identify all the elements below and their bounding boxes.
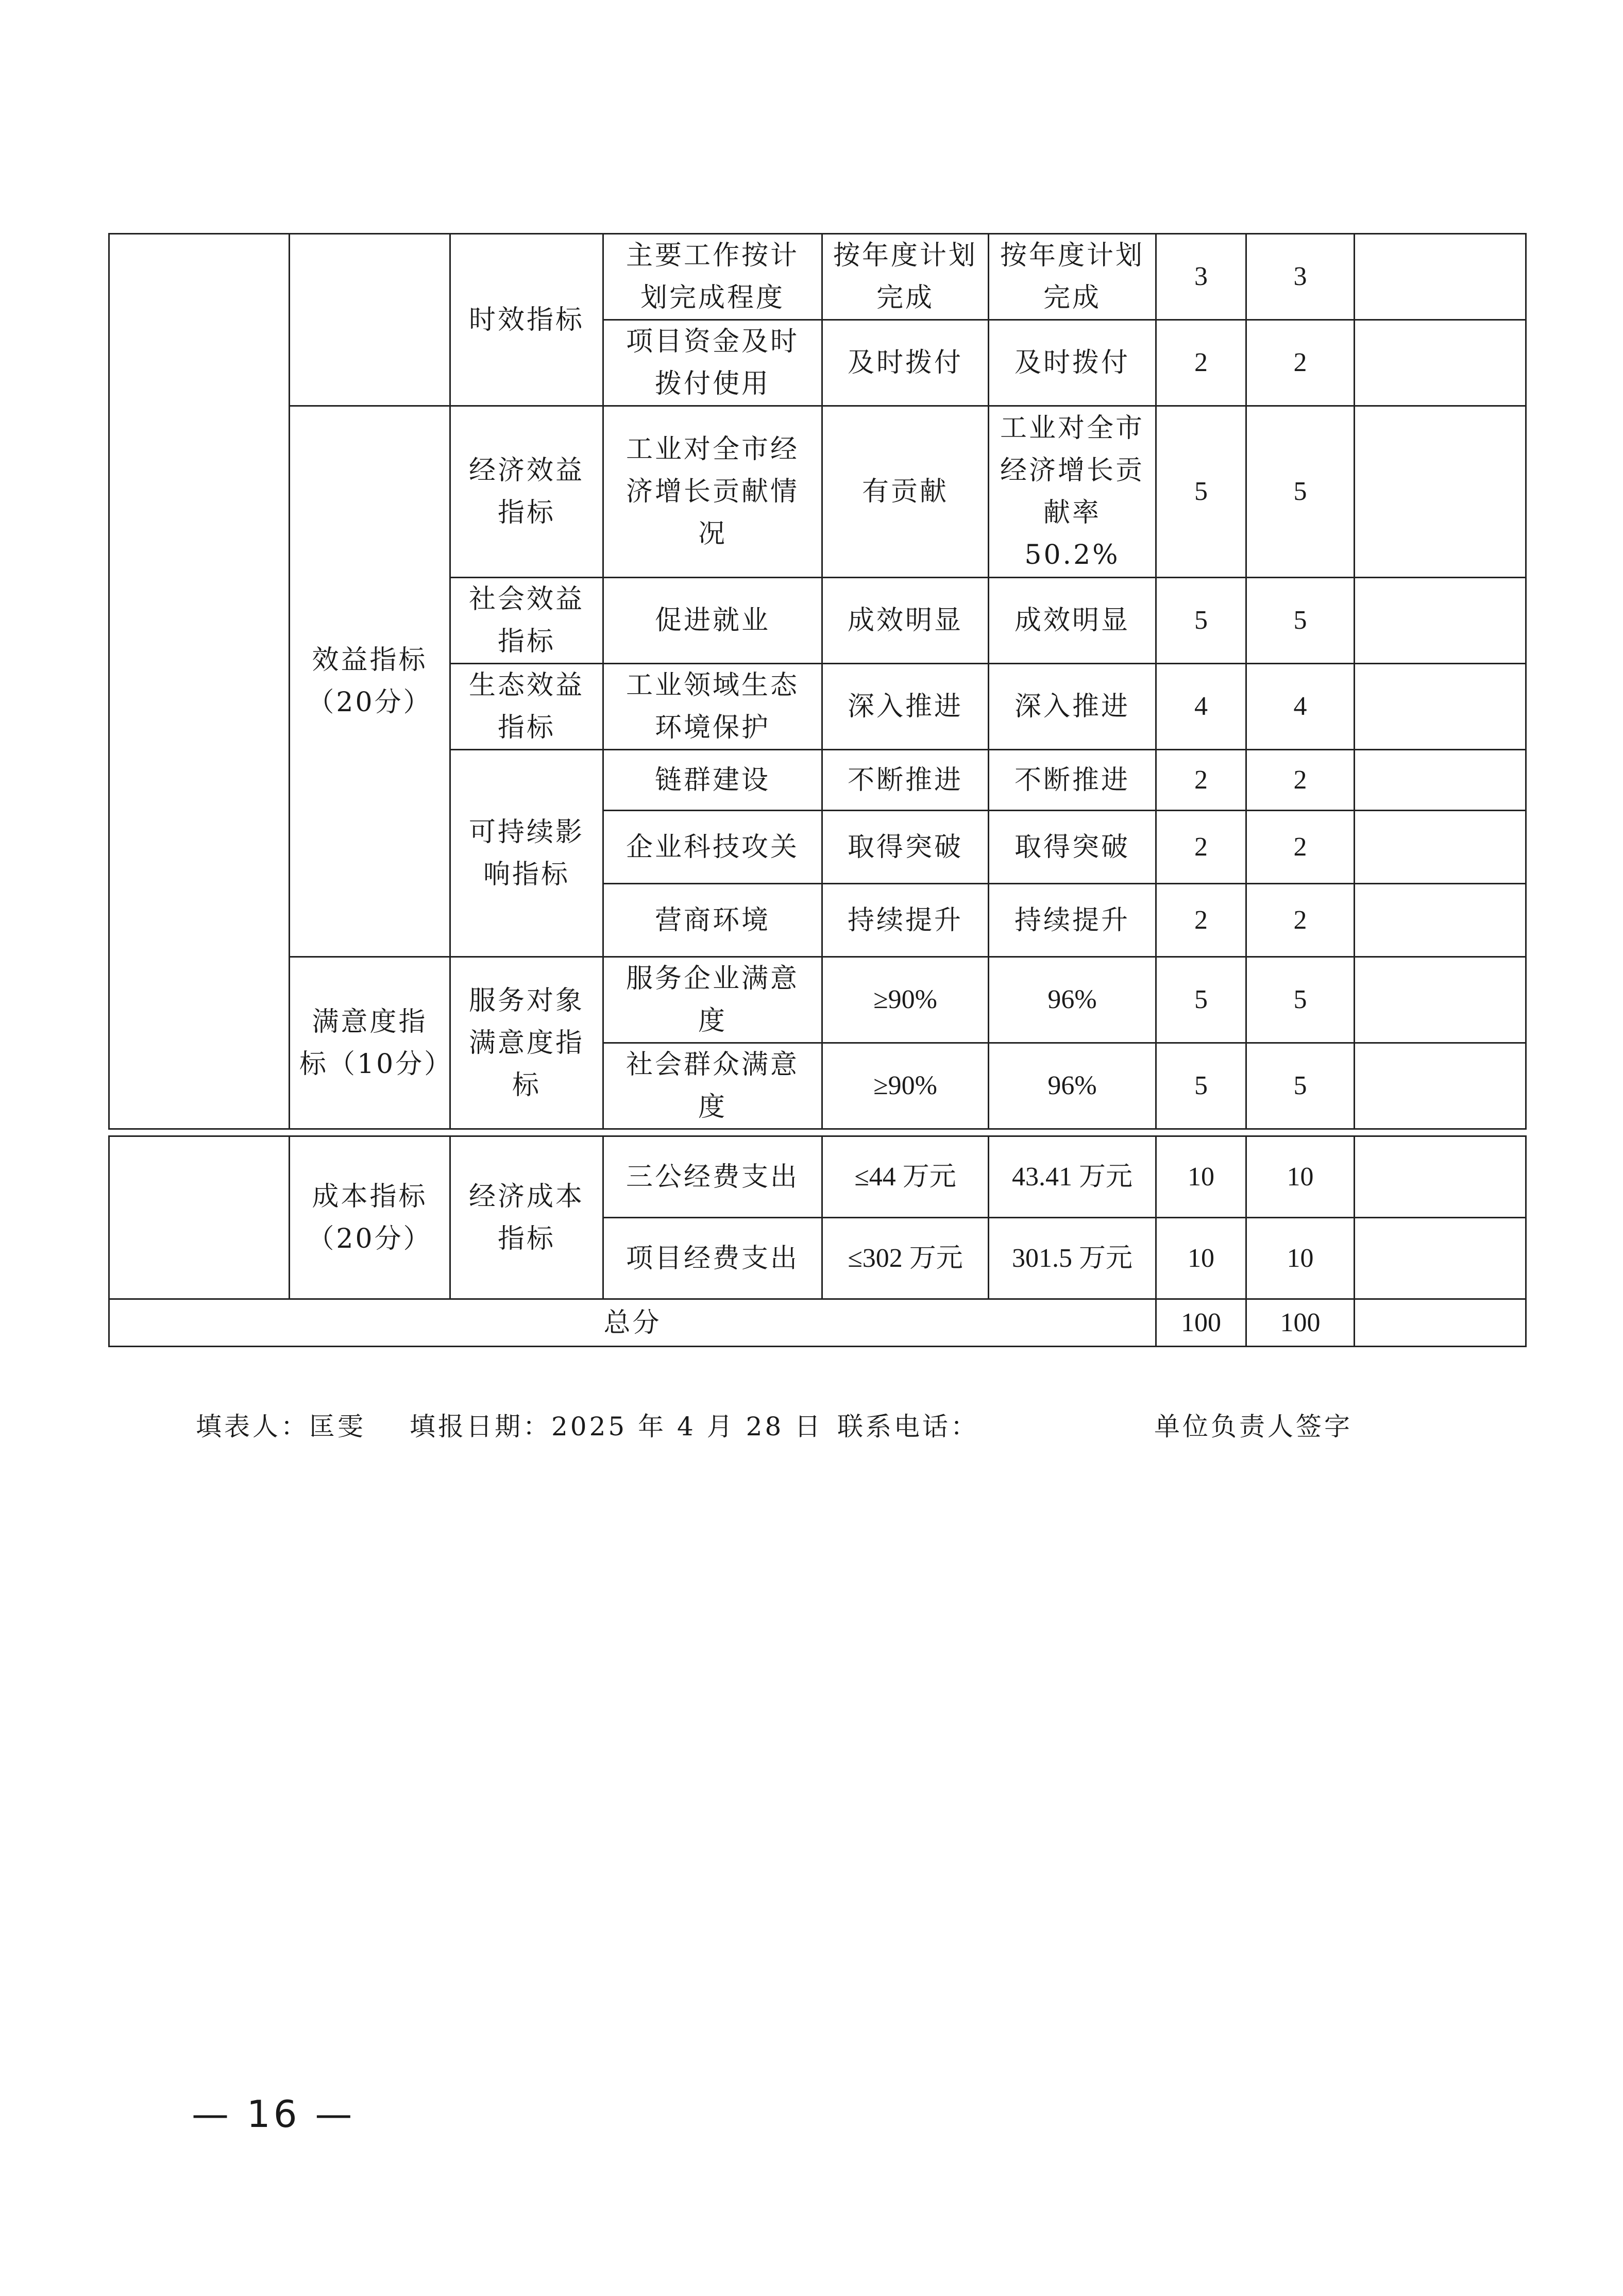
- score-cell: 5: [1246, 406, 1355, 578]
- actual-cell: 不断推进: [989, 750, 1156, 811]
- filler-label: 填表人：匡雯: [196, 1412, 366, 1442]
- weight-cell: 4: [1156, 664, 1246, 750]
- note-cell: [1355, 1218, 1526, 1299]
- target-cell: 成效明显: [822, 578, 989, 664]
- weight-cell: 10: [1156, 1218, 1246, 1299]
- indicator-cell: 工业领域生态环境保护: [603, 664, 822, 750]
- score-cell: 5: [1246, 578, 1355, 664]
- score-cell: 10: [1246, 1218, 1355, 1299]
- tier2-satisfaction: 满意度指标（10分）: [290, 957, 450, 1129]
- note-cell: [1355, 884, 1526, 957]
- target-cell: ≥90%: [822, 957, 989, 1043]
- indicator-cell: 项目经费支出: [603, 1218, 822, 1299]
- total-label: 总分: [109, 1299, 1156, 1347]
- note-cell: [1355, 1136, 1526, 1218]
- indicator-cell: 促进就业: [603, 578, 822, 664]
- indicator-cell: 主要工作按计划完成程度: [603, 234, 822, 320]
- actual-cell: 按年度计划完成: [989, 234, 1156, 320]
- tier3-social: 社会效益指标: [450, 578, 603, 664]
- actual-cell: 深入推进: [989, 664, 1156, 750]
- signature-label: 单位负责人签字: [1154, 1412, 1352, 1442]
- cost-table: [108, 1135, 1527, 1347]
- note-cell: [1355, 578, 1526, 664]
- actual-cell: 96%: [989, 957, 1156, 1043]
- weight-cell: 2: [1156, 320, 1246, 406]
- actual-cell: 96%: [989, 1043, 1156, 1129]
- target-cell: 有贡献: [822, 406, 989, 578]
- phone-label: 联系电话：: [837, 1412, 979, 1442]
- total-row: [109, 1299, 1526, 1347]
- score-cell: 2: [1246, 750, 1355, 811]
- note-cell: [1355, 750, 1526, 811]
- score-cell: 10: [1246, 1136, 1355, 1218]
- indicator-cell: 服务企业满意度: [603, 957, 822, 1043]
- weight-cell: 5: [1156, 1043, 1246, 1129]
- target-cell: 及时拨付: [822, 320, 989, 406]
- weight-cell: 2: [1156, 750, 1246, 811]
- target-cell: 不断推进: [822, 750, 989, 811]
- actual-cell: 及时拨付: [989, 320, 1156, 406]
- score-cell: 2: [1246, 320, 1355, 406]
- tier2-benefit: 效益指标（20分）: [290, 406, 450, 957]
- tier3-satisfaction: 服务对象满意度指标: [450, 957, 603, 1129]
- indicator-cell: 社会群众满意度: [603, 1043, 822, 1129]
- weight-cell: 5: [1156, 406, 1246, 578]
- signature-line: [0, 1406, 1623, 1447]
- table-row: [109, 957, 1526, 1043]
- score-cell: 3: [1246, 234, 1355, 320]
- note-cell: [1355, 406, 1526, 578]
- table-row: [109, 1136, 1526, 1218]
- table-row: [109, 234, 1526, 320]
- actual-cell: 持续提升: [989, 884, 1156, 957]
- indicator-cell: 链群建设: [603, 750, 822, 811]
- note-cell: [1355, 234, 1526, 320]
- note-cell: [1355, 664, 1526, 750]
- actual-cell: 301.5 万元: [989, 1218, 1156, 1299]
- tier1-cell-output: [109, 234, 290, 1129]
- target-cell: 取得突破: [822, 811, 989, 884]
- tier3-ecological: 生态效益指标: [450, 664, 603, 750]
- note-cell: [1355, 811, 1526, 884]
- target-cell: ≥90%: [822, 1043, 989, 1129]
- weight-cell: 2: [1156, 884, 1246, 957]
- target-cell: 按年度计划完成: [822, 234, 989, 320]
- actual-cell: 43.41 万元: [989, 1136, 1156, 1218]
- score-cell: 5: [1246, 1043, 1355, 1129]
- target-cell: 深入推进: [822, 664, 989, 750]
- note-cell: [1355, 957, 1526, 1043]
- weight-cell: 10: [1156, 1136, 1246, 1218]
- tier3-economic: 经济效益指标: [450, 406, 603, 578]
- tier3-timeliness: 时效指标: [450, 234, 603, 406]
- indicator-cell: 项目资金及时拨付使用: [603, 320, 822, 406]
- actual-cell: 成效明显: [989, 578, 1156, 664]
- target-cell: 持续提升: [822, 884, 989, 957]
- actual-cell: 取得突破: [989, 811, 1156, 884]
- target-cell: ≤302 万元: [822, 1218, 989, 1299]
- indicator-cell: 工业对全市经济增长贡献情况: [603, 406, 822, 578]
- tier3-sustainable: 可持续影响指标: [450, 750, 603, 957]
- table-row: [109, 406, 1526, 578]
- page-number: — 16 —: [192, 2092, 356, 2136]
- target-cell: ≤44 万元: [822, 1136, 989, 1218]
- tier2-cell-output: [290, 234, 450, 406]
- total-score: 100: [1246, 1299, 1355, 1347]
- tier3-cost: 经济成本指标: [450, 1136, 603, 1299]
- score-cell: 5: [1246, 957, 1355, 1043]
- indicator-cell: 三公经费支出: [603, 1136, 822, 1218]
- score-cell: 2: [1246, 884, 1355, 957]
- score-cell: 2: [1246, 811, 1355, 884]
- indicator-cell: 营商环境: [603, 884, 822, 957]
- weight-cell: 5: [1156, 578, 1246, 664]
- tier2-cost: 成本指标（20分）: [290, 1136, 450, 1299]
- tier1-cell-cost: [109, 1136, 290, 1299]
- date-label: 填报日期：2025 年 4 月 28 日: [410, 1412, 823, 1442]
- actual-cell: 工业对全市经济增长贡献率50.2%: [989, 406, 1156, 578]
- note-cell: [1355, 320, 1526, 406]
- indicator-cell: 企业科技攻关: [603, 811, 822, 884]
- weight-cell: 3: [1156, 234, 1246, 320]
- note-cell: [1355, 1043, 1526, 1129]
- weight-cell: 2: [1156, 811, 1246, 884]
- performance-table: [108, 233, 1527, 1130]
- score-cell: 4: [1246, 664, 1355, 750]
- total-weight: 100: [1156, 1299, 1246, 1347]
- weight-cell: 5: [1156, 957, 1246, 1043]
- total-note: [1355, 1299, 1526, 1347]
